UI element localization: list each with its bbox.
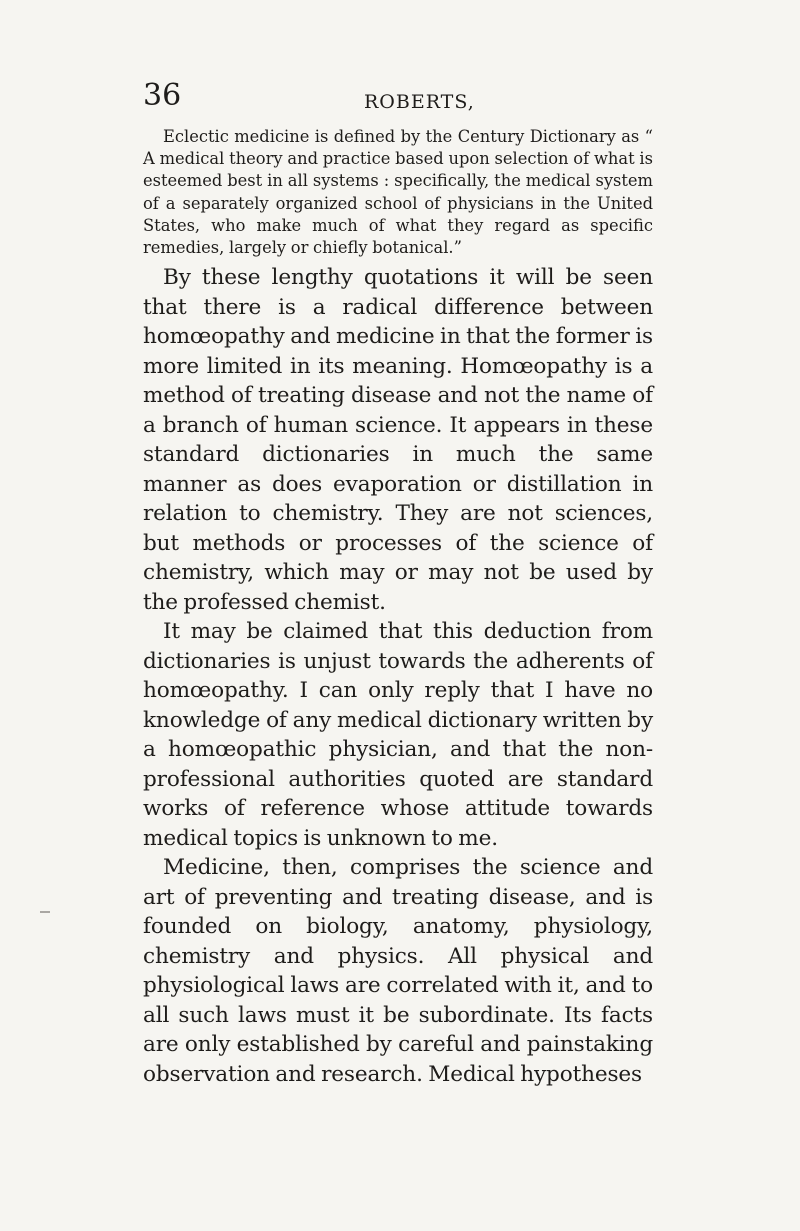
body-paragraph: By these lengthy quotations it will be seen that there is a radical difference between homœopathy and medicine in that the former is more limited in its meaning. Homœopathy is a method of treating disease and not the name of a branch of human science. It appears in these standard dictionaries in much the same manner as does evaporation or distillation in relation to chemistry. They are not sciences, but methods or processes of the science of chemistry, which may or may not be used by the professed chemist. — [143, 265, 653, 615]
body-paragraph: Medicine, then, comprises the science and art of preventing and treating disease, and is founded on biology, anatomy, physiology, chemistry and physics. All physical and physiological laws are correlated with it, and to all such laws must it be subordinate. Its facts are only established by careful and painstaking observation and research. Medical hypotheses — [143, 855, 653, 1087]
quotation-paragraph: Eclectic medicine is defined by the Century Dictionary as “ A medical theory and practice based upon selection of what is esteemed best in all systems : specifically, the medical system of a separately organized school of physicians in the United States, who make much of what they regard as specific remedies, largely or chiefly botanical.” — [143, 127, 653, 258]
page-body — [143, 126, 653, 1089]
margin-speck — [40, 911, 50, 913]
page-header — [143, 78, 653, 118]
running-title: ROBERTS, — [364, 91, 475, 113]
body-paragraph: It may be claimed that this deduction from dictionaries is unjust towards the adherents of homœopathy. I can only reply that I have no knowledge of any medical dictionary written by a homœopathic physician, and that the non-professional authorities quoted are standard works of reference whose attitude towards medical topics is unknown to me. — [143, 619, 653, 851]
page-number: 36 — [143, 78, 182, 113]
